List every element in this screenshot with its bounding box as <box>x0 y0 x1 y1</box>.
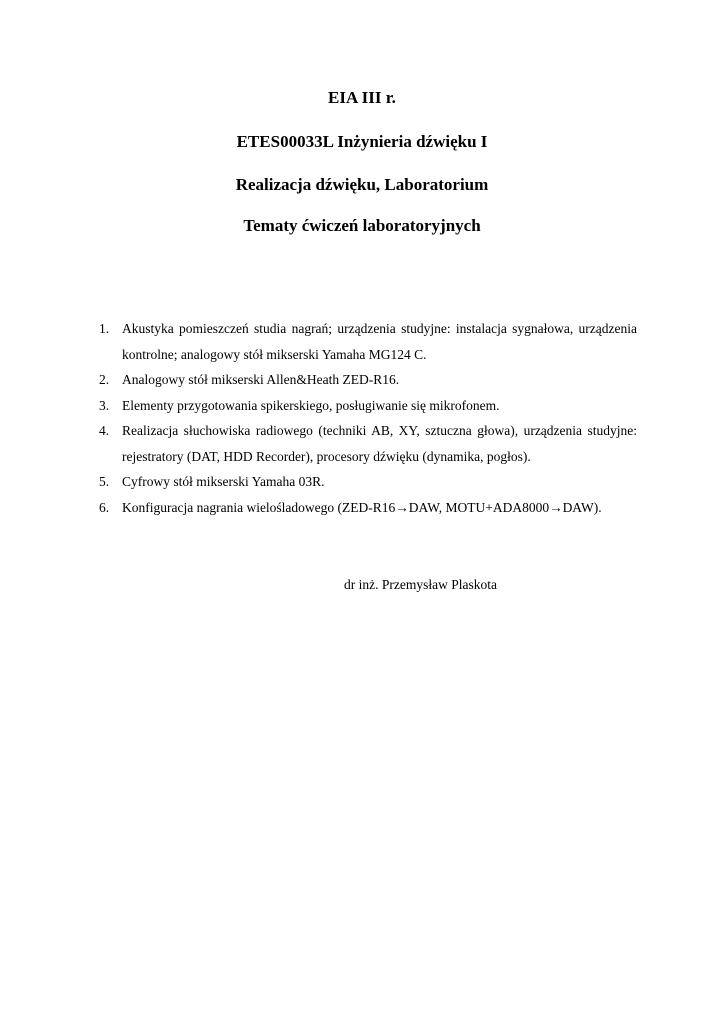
course-title: ETES00033L Inżynieria dźwięku I <box>236 132 488 151</box>
course-subtitle: Realizacja dźwięku, Laboratorium <box>235 175 489 194</box>
list-item-number: 2. <box>99 372 110 387</box>
list-item <box>96 495 637 521</box>
list-item-text: Analogowy stół mikserski Allen&Heath ZED-R16. <box>122 372 400 387</box>
topics-list <box>96 316 637 520</box>
topics-title: Tematy ćwiczeń laboratoryjnych <box>243 216 481 235</box>
list-item-number: 3. <box>99 397 110 413</box>
list-item-number: 4. <box>99 423 110 438</box>
list-item-text: Elementy przygotowania spikerskiego, posługiwanie się mikrofonem. <box>122 397 500 413</box>
list-item-text: Realizacja słuchowiska radiowego (techniki AB, XY, sztuczna głowa), urządzenia studyjne: rejestratory (DAT, HDD Recorder), procesory dźwięku (dynamika, pogłos). <box>122 423 637 464</box>
list-item-number: 6. <box>99 499 110 515</box>
list-item <box>96 316 637 367</box>
list-item-text: Konfiguracja nagrania wielośladowego (ZED-R16→DAW, MOTU+ADA8000→DAW). <box>122 499 602 515</box>
list-item-text: Cyfrowy stół mikserski Yamaha 03R. <box>122 474 325 489</box>
list-item-number: 1. <box>99 321 110 336</box>
list-item <box>96 469 637 495</box>
list-item <box>96 393 637 419</box>
year-heading: EIA III r. <box>328 88 396 107</box>
author-signature: dr inż. Przemysław Plaskota <box>344 577 497 592</box>
list-item <box>96 418 637 469</box>
list-item-number: 5. <box>99 474 110 489</box>
list-item-text: Akustyka pomieszczeń studia nagrań; urządzenia studyjne: instalacja sygnałowa, urządzenia kontrolne; analogowy stół mikserski Yamaha MG124 C. <box>122 321 637 362</box>
list-item <box>96 367 637 393</box>
